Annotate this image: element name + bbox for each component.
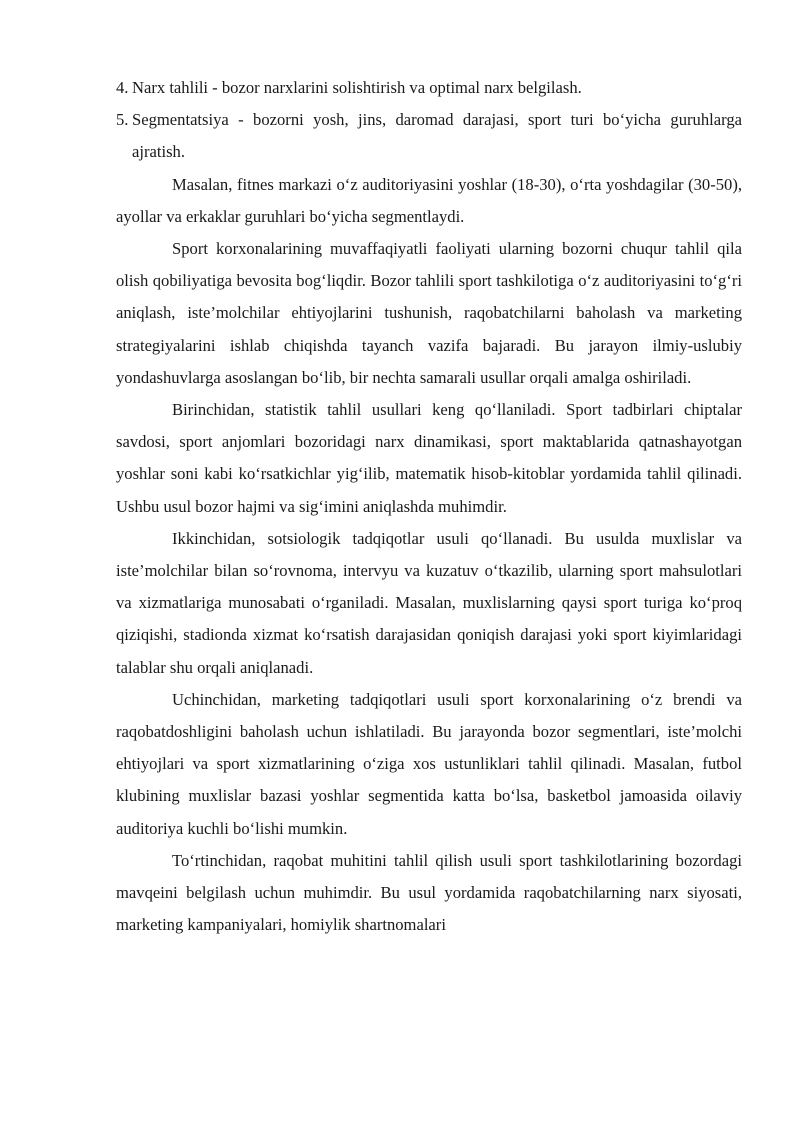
list-item [116, 104, 742, 168]
list-text: Narx tahlili - bozor narxlarini solishtirish va optimal narx belgilash. [132, 78, 582, 97]
paragraph: Uchinchidan, marketing tadqiqotlari usuli sport korxonalarining o‘z brendi va raqobatdoshligini baholash uchun ishlatiladi. Bu jarayonda bozor segmentlari, iste’molchi ehtiyojlari va sport xizmatlarining o‘ziga xos ustunliklari tahlil qilinadi. Masalan, futbol klubining muxlislar bazasi yoshlar segmentida katta bo‘lsa, basketbol jamoasida oilaviy auditoriya kuchli bo‘lishi mumkin. [116, 689, 742, 838]
list-number: 4. [116, 78, 129, 97]
list-number: 5. [116, 110, 129, 130]
document-page [116, 72, 742, 941]
paragraph: Ikkinchidan, sotsiologik tadqiqotlar usuli qo‘llanadi. Bu usulda muxlislar va iste’molchilar bilan so‘rovnoma, intervyu va kuzatuv o‘tkazilib, ularning sport mahsulotlari va xizmatlariga munosabati o‘rganiladi. Masalan, muxlislarning qaysi sport turiga ko‘proq qiziqishi, stadionda xizmat ko‘rsatish darajasidan qoniqish darajasi yoki sport kiyimlaridagi talablar shu orqali aniqlanadi. [116, 528, 742, 677]
list-item [116, 72, 742, 104]
paragraph: Masalan, fitnes markazi o‘z auditoriyasini yoshlar (18-30), o‘rta yoshdagilar (30-50), ayollar va erkaklar guruhlari bo‘yicha segmentlaydi. [116, 174, 742, 226]
list-text: Segmentatsiya - bozorni yosh, jins, daromad darajasi, sport turi bo‘yicha guruhlarga ajratish. [132, 110, 742, 162]
paragraph: Sport korxonalarining muvaffaqiyatli faoliyati ularning bozorni chuqur tahlil qila olish qobiliyatiga bevosita bog‘liqdir. Bozor tahlili sport tashkilotiga o‘z auditoriyasini to‘g‘ri aniqlash, iste’molchilar ehtiyojlarini tushunish, raqobatchilarni baholash va marketing strategiyalarini ishlab chiqishda tayanch vazifa bajaradi. Bu jarayon ilmiy-uslubiy yondashuvlarga asoslangan bo‘lib, bir nechta samarali usullar orqali amalga oshiriladi. [116, 239, 742, 387]
paragraph: To‘rtinchidan, raqobat muhitini tahlil qilish usuli sport tashkilotlarining bozordagi mavqeini belgilash uchun muhimdir. Bu usul yordamida raqobatchilarning narx siyosati, marketing kampaniyalari, homiylik shartnomalari [116, 850, 742, 935]
paragraph: Birinchidan, statistik tahlil usullari keng qo‘llaniladi. Sport tadbirlari chiptalar savdosi, sport anjomlari bozoridagi narx dinamikasi, sport maktablarida qatnashayotgan yoshlar soni kabi ko‘rsatkichlar yig‘ilib, matematik hisob-kitoblar yordamida tahlil qilinadi. Ushbu usul bozor hajmi va sig‘imini aniqlashda muhimdir. [116, 400, 742, 516]
